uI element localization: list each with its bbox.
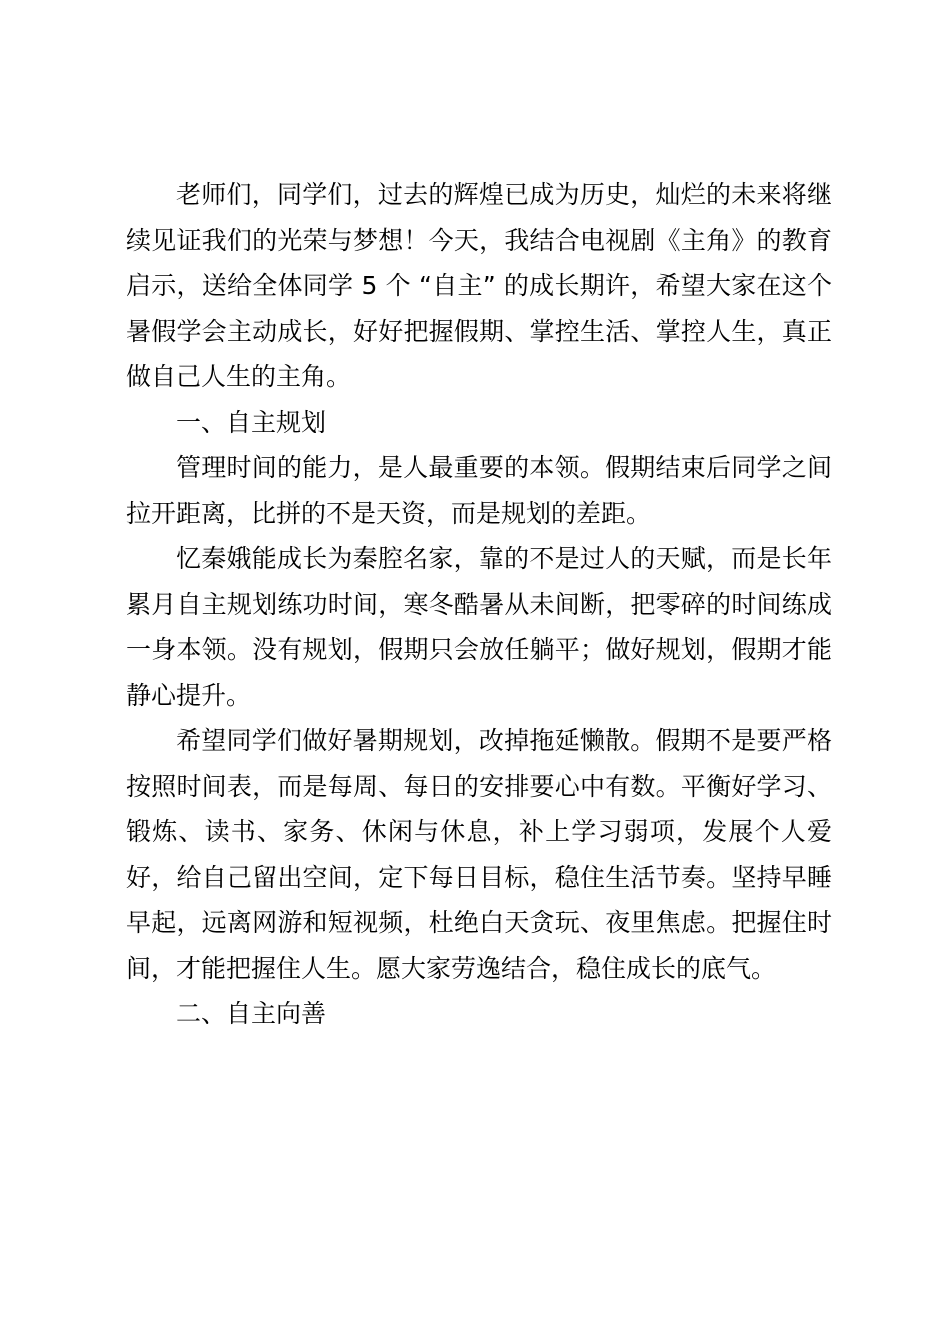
section-1-paragraph-1: 管理时间的能力，是人最重要的本领。假期结束后同学之间拉开距离，比拼的不是天资，而是规划的差距。	[126, 453, 832, 528]
intro-paragraph: 老师们，同学们，过去的辉煌已成为历史，灿烂的未来将继续见证我们的光荣与梦想！今天，我结合电视剧《主角》的教育启示，送给全体同学 5 个 “自主” 的成长期许，希望大家在这个暑假学会主动成长，好好把握假期、掌控生活、掌控人生，真正做自己人生的主角。	[126, 180, 832, 391]
section-1-heading: 一、自主规划	[176, 407, 327, 437]
section-2-heading: 二、自主向善	[176, 999, 327, 1028]
section-1-paragraph-2: 忆秦娥能成长为秦腔名家，靠的不是过人的天赋，而是长年累月自主规划练功时间，寒冬酷暑从未间断，把零碎的时间练成一身本领。没有规划，假期只会放任躺平；做好规划，假期才能静心提升。	[126, 544, 832, 710]
section-1-paragraph-3: 希望同学们做好暑期规划，改掉拖延懒散。假期不是要严格按照时间表，而是每周、每日的安排要心中有数。平衡好学习、锻炼、读书、家务、休闲与休息，补上学习弱项，发展个人爱好，给自己留出空间，定下每日目标，稳住生活节奏。坚持早睡早起，远离网游和短视频，杜绝白天贪玩、夜里焦虑。把握住时间，才能把握住人生。愿大家劳逸结合，稳住成长的底气。	[126, 726, 832, 983]
document-body	[126, 172, 832, 1037]
